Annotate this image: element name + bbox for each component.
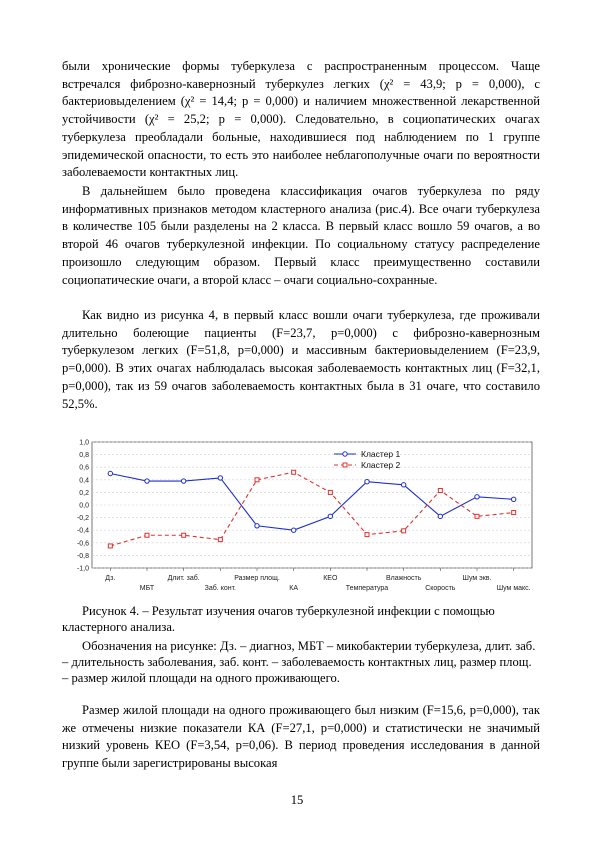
paragraph-2: В дальнейшем было проведена классификация очагов туберкулеза по ряду информативных признаков методом кластерного анализа (рис.4). Все очаги туберкулеза в количестве 105 были разделены на 2 класса. В первый класс вошло 59 очагов, а во второй 46 очагов туберкулезной инфекции. По социальному статусу распределение произошло следующим образом. Первый класс преимущественно составили социопатические очаги, а второй класс – очаги социально-сохранные. xyxy=(62,184,540,287)
series-2-point xyxy=(182,533,186,537)
page-number: 15 xyxy=(290,793,304,807)
series-1-point xyxy=(438,514,442,518)
series-1-point xyxy=(511,497,515,501)
series-1-point xyxy=(365,479,369,483)
series-2-point xyxy=(438,489,442,493)
paragraph-1: были хронические формы туберкулеза с распространенным процессом. Чаще встречался фиброзно-кавернозный туберкулез легких (χ² = 43,9; р = 0,000), с бактериовыделением (χ² = 14,4; р = 0,000) и наличием множественной лекарственной устойчивости (χ² = 25,2; р = 0,000). Следовательно, в социопатических очагах туберкулеза преобладали больные, находившиеся под наблюдением по 1 группе эпидемической опасности, то есть это наиболее неблагополучные очаги по вероятности заболеваемости контактных лиц. xyxy=(62,59,540,180)
x-tick-label: Скорость xyxy=(425,585,456,592)
chart-y-tick-labels xyxy=(77,440,89,573)
series-2-point xyxy=(218,538,222,542)
y-tick-label: 0,2 xyxy=(79,489,89,497)
y-tick-label: 0,6 xyxy=(79,464,89,472)
chart-grid xyxy=(92,442,532,568)
y-tick-label: -0,8 xyxy=(76,552,89,560)
series-1-point xyxy=(108,471,112,475)
series-2-point xyxy=(292,470,296,474)
series-1-point xyxy=(328,514,332,518)
series-1-point xyxy=(401,483,405,487)
series-1-point xyxy=(218,476,222,480)
y-tick-label: 0,4 xyxy=(79,477,89,485)
x-tick-label: Размер площ. xyxy=(234,575,280,582)
legend-marker-1 xyxy=(343,452,347,456)
cluster-chart-svg xyxy=(62,424,540,595)
x-tick-label: Дз. xyxy=(105,575,116,582)
series-2-point xyxy=(475,514,479,518)
x-tick-label: Влажность xyxy=(385,575,422,582)
x-tick-label: Заб. конт. xyxy=(204,585,236,592)
figure-caption: Рисунок 4. – Результат изучения очагов туберкулезной инфекции с помощью кластерного анализа. xyxy=(62,604,495,634)
paragraph-5: Размер жилой площади на одного проживающего был низким (F=15,6, р=0,000), так же отмечены низкие показатели КА (F=27,1, р=0,000) и статистически не значимый низкий уровень КЕО (F=3,54, р=0,06). В период проведения исследования в данной группе были зарегистрированы высокая xyxy=(62,703,540,771)
chart-x-tick-labels xyxy=(105,568,530,592)
legend-marker-2 xyxy=(343,463,347,467)
y-tick-label: 1,0 xyxy=(79,439,89,447)
x-tick-label: КЕО xyxy=(323,575,338,582)
series-1-point xyxy=(255,524,259,528)
series-1-point xyxy=(181,479,185,483)
series-2-point xyxy=(145,533,149,537)
series-1-point xyxy=(291,528,295,532)
x-tick-label: Длит. заб. xyxy=(167,575,200,582)
y-tick-label: -0,4 xyxy=(76,527,89,535)
y-tick-label: 0,8 xyxy=(79,452,89,460)
x-tick-label: Шум экв. xyxy=(462,575,492,582)
y-tick-label: -0,6 xyxy=(76,540,89,548)
series-2-point xyxy=(255,478,259,482)
series-1-point xyxy=(475,495,479,499)
series-2-point xyxy=(328,490,332,494)
legend-label-1: Кластер 1 xyxy=(361,449,401,459)
series-2-point xyxy=(365,533,369,537)
y-tick-label: 0,0 xyxy=(79,502,89,510)
cluster-chart xyxy=(62,424,540,595)
x-tick-label: Температура xyxy=(345,585,389,592)
y-tick-label: -0,2 xyxy=(76,515,89,523)
paragraph-3: Как видно из рисунка 4, в первый класс вошли очаги туберкулеза, где проживали длительно болеющие пациенты (F=23,7, р=0,000) с фиброзно-кавернозным туберкулезом легких (F=51,8, р=0,000) и массивным бактериовыделением (F=23,9, р=0,000). В этих очагах наблюдалась высокая заболеваемость контактных лиц (F=32,1, р=0,000), так из 59 очагов заболеваемость контактных была в 31 очаге, что составило 52,5%. xyxy=(62,308,540,411)
series-2-point xyxy=(512,511,516,515)
legend-label-2: Кластер 2 xyxy=(361,460,401,470)
x-tick-label: Шум макс. xyxy=(496,585,531,592)
series-2-point xyxy=(402,529,406,533)
series-2-point xyxy=(108,544,112,548)
y-tick-label: -1,0 xyxy=(76,565,89,573)
series-1-point xyxy=(145,479,149,483)
paragraph-4: Обозначения на рисунке: Дз. – диагноз, МБТ – микобактерии туберкулеза, длит. заб. – длительность заболевания, заб. конт. – заболеваемость контактных лиц, размер площ. – размер жилой площади на одного проживающего. xyxy=(62,639,536,685)
x-tick-label: МБТ xyxy=(139,585,155,592)
x-tick-label: КА xyxy=(289,585,299,592)
